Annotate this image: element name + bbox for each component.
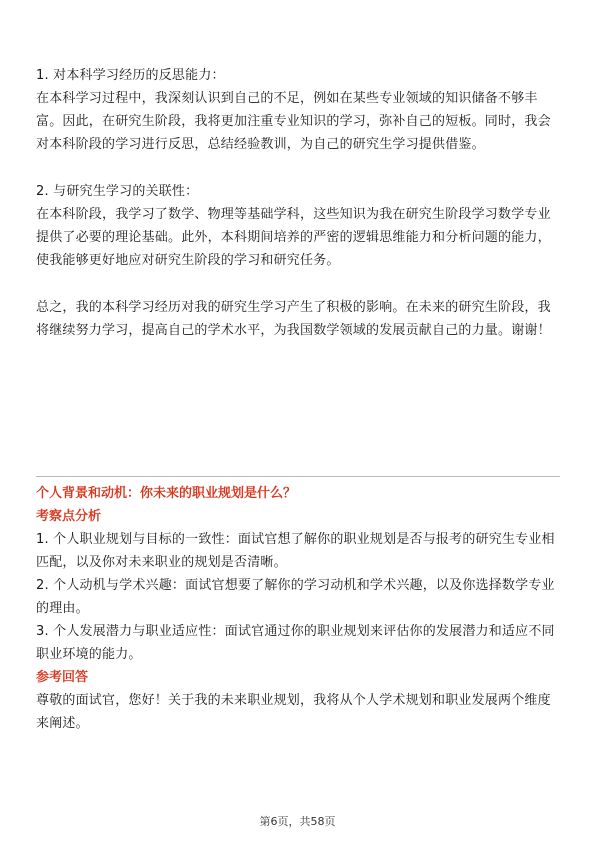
section-divider	[36, 476, 560, 477]
spacer	[36, 156, 560, 180]
spacer	[36, 272, 560, 296]
reflection-heading: 1. 对本科学习经历的反思能力：	[36, 68, 225, 83]
reflection-body: 在本科学习过程中，我深刻认识到自己的不足，例如在某些专业领域的知识储备不够丰富。因此，在研究生阶段，我将更加注重专业知识的学习，弥补自己的短板。同时，我会对本科阶段的学习进行反思，总结经验教训，为自己的研究生学习提供借鉴。	[36, 91, 551, 152]
upper-section	[36, 64, 560, 342]
question-section	[36, 482, 560, 735]
question-title: 个人背景和动机：你未来的职业规划是什么？	[36, 486, 297, 501]
analysis-point-3: 3. 个人发展潜力与职业适应性：面试官通过你的职业规划来评估你的发展潜力和适应不同职业环境的能力。	[36, 624, 555, 662]
relevance-body: 在本科阶段，我学习了数学、物理等基础学科，这些知识为我在研究生阶段学习数学专业提供了必要的理论基础。此外，本科期间培养的严密的逻辑思维能力和分析问题的能力，使我能够更好地应对研究生阶段的学习和研究任务。	[36, 207, 551, 268]
answer-label: 参考回答	[36, 670, 89, 685]
summary-paragraph: 总之，我的本科学习经历对我的研究生学习产生了积极的影响。在未来的研究生阶段，我将继续努力学习，提高自己的学术水平，为我国数学领域的发展贡献自己的力量。谢谢！	[36, 300, 551, 338]
analysis-label: 考察点分析	[36, 509, 102, 524]
answer-body: 尊敬的面试官，您好！关于我的未来职业规划，我将从个人学术规划和职业发展两个维度来阐述。	[36, 693, 551, 731]
analysis-point-2: 2. 个人动机与学术兴趣：面试官想要了解你的学习动机和学术兴趣，以及你选择数学专业的理由。	[36, 578, 555, 616]
analysis-point-1: 1. 个人职业规划与目标的一致性：面试官想了解你的职业规划是否与报考的研究生专业相匹配，以及你对未来职业的规划是否清晰。	[36, 532, 555, 570]
relevance-heading: 2. 与研究生学习的关联性：	[36, 184, 199, 199]
page-number: 第6页，共58页	[259, 815, 336, 828]
